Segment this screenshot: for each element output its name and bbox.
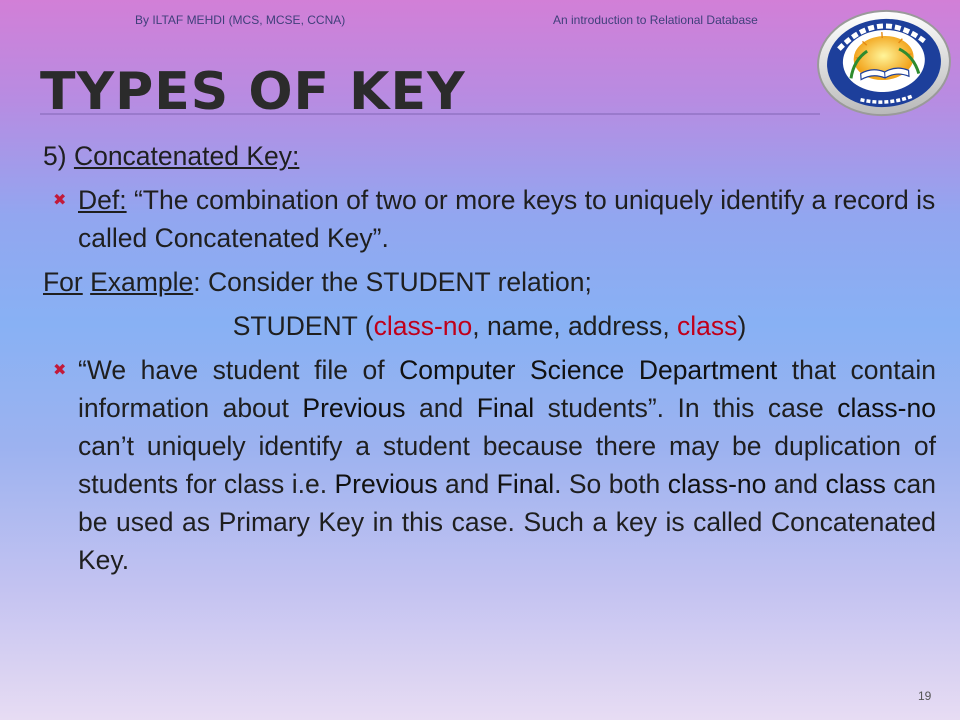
explanation-text: students”. In this case — [534, 393, 838, 423]
institute-logo — [812, 6, 956, 120]
explanation-text: and — [766, 469, 826, 499]
explanation-text: . So both — [554, 469, 668, 499]
relation-name: STUDENT ( — [232, 311, 374, 341]
explanation-text: and — [437, 469, 497, 499]
page-number: 19 — [918, 689, 932, 703]
definition-text: “The combination of two or more keys to uniquely identify a record is called Concatenated Key”. — [78, 185, 936, 253]
slide-content — [43, 137, 936, 579]
example-label-for: For — [43, 267, 83, 297]
class-no-term: class-no — [837, 393, 936, 423]
explanation-text: and — [405, 393, 477, 423]
explanation-bullet — [43, 351, 936, 579]
class-no-term: class-no — [667, 469, 767, 499]
explanation-text: can be used as Primary Key in this case. Such a key is called Concatenated Key. — [78, 469, 936, 575]
definition-label: Def: — [78, 185, 127, 215]
explanation-text: “We have student file of — [78, 355, 400, 385]
definition-bullet — [43, 181, 936, 257]
title-divider — [40, 113, 820, 115]
final-term: Final — [496, 469, 555, 499]
explanation-text: can’t uniquely identify a student because there may be duplication of students for class i.e. — [78, 431, 936, 499]
attribute-class: class — [677, 311, 738, 341]
header-course-title: An introduction to Relational Database — [553, 13, 758, 27]
explanation-text: that contain information about — [78, 355, 936, 423]
header-author: By ILTAF MEHDI (MCS, MCSE, CCNA) — [135, 13, 346, 27]
relation-schema — [43, 307, 936, 345]
institute-logo-icon — [812, 6, 956, 120]
x-bullet-icon: ✖ — [53, 362, 67, 379]
x-bullet-icon: ✖ — [53, 192, 67, 209]
attribute-name: name — [487, 311, 554, 341]
attribute-class-no: class-no — [373, 311, 473, 341]
previous-term: Previous — [302, 393, 406, 423]
slide-title: TYPES OF KEY — [40, 62, 466, 122]
relation-close: ) — [737, 311, 747, 341]
attribute-address: address — [568, 311, 663, 341]
example-intro: : Consider the STUDENT relation; — [193, 267, 592, 297]
section-number: 5) — [43, 141, 74, 171]
section-heading-row — [43, 137, 936, 175]
department-term: Computer Science Department — [399, 355, 778, 385]
section-heading: Concatenated Key: — [73, 141, 300, 171]
separator: , — [662, 311, 678, 341]
example-label-example: Example — [90, 267, 194, 297]
separator: , — [553, 311, 569, 341]
final-term: Final — [476, 393, 535, 423]
previous-term: Previous — [334, 469, 438, 499]
class-term: class — [825, 469, 886, 499]
separator: , — [472, 311, 487, 341]
example-row — [43, 263, 936, 301]
